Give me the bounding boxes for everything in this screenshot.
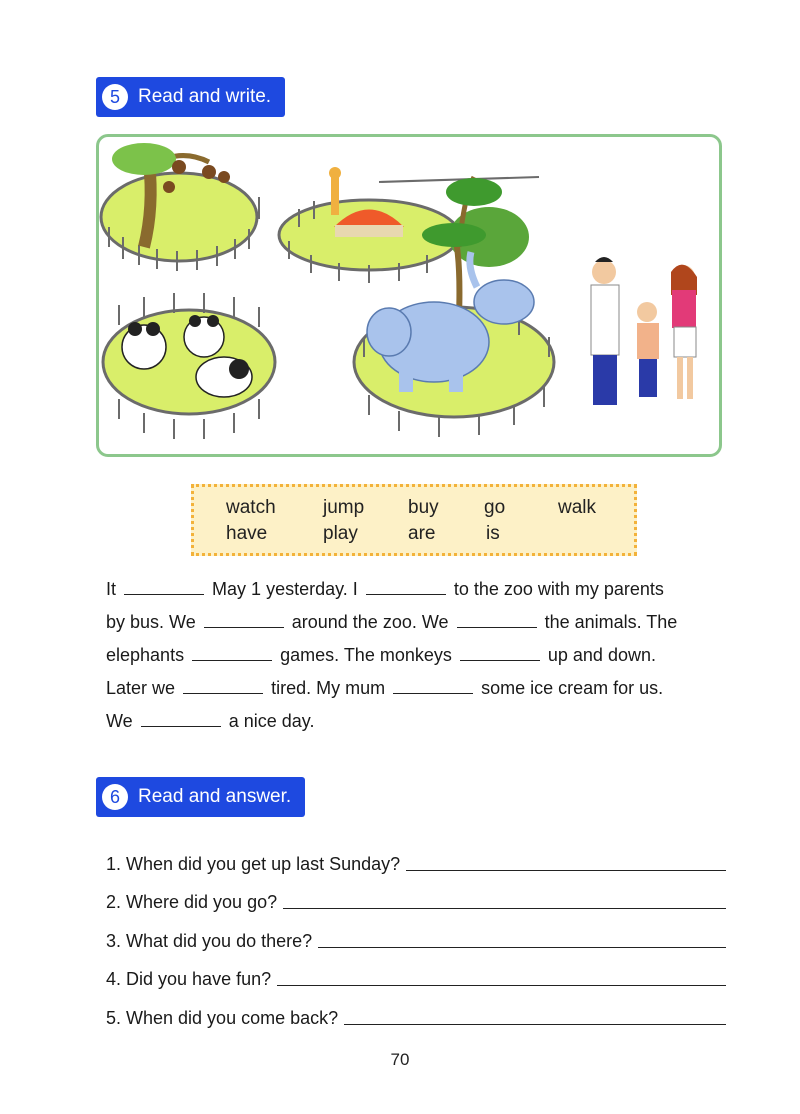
answer-blank[interactable] <box>204 611 284 628</box>
question-text: 5. When did you come back? <box>106 1007 339 1028</box>
passage-text: some ice cream for us. <box>481 678 664 698</box>
section-title: Read and answer. <box>138 786 292 807</box>
section-title: Read and write. <box>138 86 272 107</box>
question-text: 1. When did you get up last Sunday? <box>106 853 401 874</box>
answer-line[interactable] <box>283 888 726 909</box>
answer-blank[interactable] <box>457 611 537 628</box>
answer-line[interactable] <box>406 850 726 871</box>
passage-text: around the zoo. We <box>291 612 449 632</box>
section-number-badge: 6 <box>102 784 128 810</box>
passage-text: We <box>106 711 133 731</box>
passage-text: It <box>106 579 117 599</box>
question-row <box>106 913 726 952</box>
family-icon <box>591 257 697 405</box>
answer-blank[interactable] <box>393 677 473 694</box>
passage-line <box>106 707 746 740</box>
question-row <box>106 990 726 1029</box>
word-bank-item: watch <box>226 497 276 518</box>
question-row <box>106 836 726 875</box>
passage-text: Later we <box>106 678 176 698</box>
passage-text: to the zoo with my parents <box>453 579 664 599</box>
passage-text: elephants <box>106 645 185 665</box>
panda-enclosure-icon <box>103 293 275 439</box>
word-bank-item: are <box>408 523 436 544</box>
passage-text: May 1 yesterday. I <box>212 579 358 599</box>
passage-text: by bus. We <box>106 612 196 632</box>
answer-blank[interactable] <box>192 644 272 661</box>
answer-line[interactable] <box>344 1004 726 1025</box>
passage-line <box>106 674 746 707</box>
fill-in-passage <box>106 575 746 740</box>
monkey-enclosure-icon <box>101 143 259 271</box>
question-text: 4. Did you have fun? <box>106 969 272 989</box>
section-number-badge: 5 <box>102 84 128 110</box>
answer-blank[interactable] <box>124 578 204 595</box>
giraffe-enclosure-icon <box>279 167 539 283</box>
passage-text: up and down. <box>547 645 656 665</box>
word-bank-item: is <box>486 523 500 544</box>
question-list <box>106 836 726 1029</box>
word-bank-item: walk <box>558 497 597 518</box>
answer-blank[interactable] <box>366 578 446 595</box>
passage-text: the animals. The <box>544 612 678 632</box>
word-bank-item: buy <box>408 497 439 518</box>
passage-text: games. The monkeys <box>280 645 452 665</box>
word-bank-item: have <box>226 523 268 544</box>
section-5-header <box>96 77 285 117</box>
page-number: 70 <box>390 1050 410 1069</box>
question-text: 3. What did you do there? <box>106 930 313 951</box>
word-bank-item: jump <box>323 497 365 518</box>
passage-line <box>106 575 746 608</box>
answer-line[interactable] <box>318 927 726 948</box>
passage-text: a nice day. <box>228 711 315 731</box>
word-bank-item: play <box>323 523 358 544</box>
word-bank-item: go <box>484 497 506 518</box>
passage-line <box>106 641 746 674</box>
passage-text: tired. My mum <box>271 678 386 698</box>
answer-line[interactable] <box>277 965 726 986</box>
question-row <box>106 952 726 991</box>
word-bank <box>191 484 637 556</box>
question-text: 2. Where did you go? <box>106 892 278 912</box>
question-row <box>106 875 726 914</box>
answer-blank[interactable] <box>183 677 263 694</box>
passage-line <box>106 608 746 641</box>
section-6-header <box>96 777 305 817</box>
answer-blank[interactable] <box>141 710 221 727</box>
zoo-scene <box>99 137 719 454</box>
zoo-illustration <box>96 134 722 457</box>
answer-blank[interactable] <box>460 644 540 661</box>
